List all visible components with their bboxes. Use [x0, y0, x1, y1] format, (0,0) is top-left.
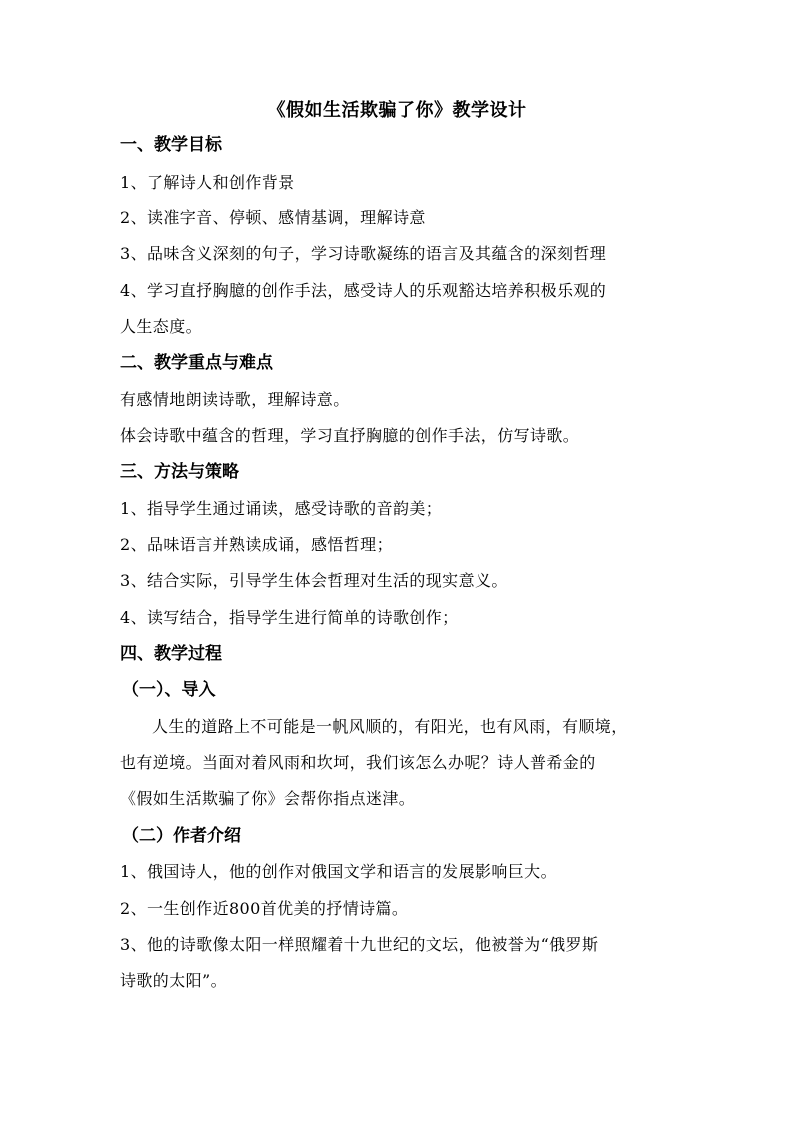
section-heading-teaching-goals: 一、教学目标 — [120, 135, 222, 155]
goal-item-4-continued: 人生态度。 — [120, 317, 203, 336]
goal-item-3: 3、品味含义深刻的句子，学习诗歌凝练的语言及其蕴含的深刻哲理 — [120, 244, 607, 263]
method-item-4: 4、读写结合，指导学生进行简单的诗歌创作； — [120, 608, 459, 627]
introduction-line-1: 人生的道路上不可能是一帆风顺的，有阳光，也有风雨，有顺境， — [152, 717, 628, 736]
method-item-3: 3、结合实际，引导学生体会哲理对生活的现实意义。 — [120, 571, 508, 590]
author-item-3: 3、他的诗歌像太阳一样照耀着十九世纪的文坛，他被誉为“俄罗斯 — [120, 935, 599, 954]
method-item-2: 2、品味语言并熟读成诵，感悟哲理； — [120, 535, 393, 554]
subsection-heading-author: （二）作者介绍 — [122, 826, 241, 846]
goal-item-1: 1、了解诗人和创作背景 — [120, 173, 295, 192]
document-title: 《假如生活欺骗了你》教学设计 — [267, 100, 527, 121]
author-item-1: 1、俄国诗人，他的创作对俄国文学和语言的发展影响巨大。 — [120, 862, 557, 881]
goal-item-2: 2、读准字音、停顿、感情基调，理解诗意 — [120, 208, 426, 227]
subsection-heading-introduction: （一）、导入 — [122, 680, 216, 700]
method-item-1: 1、指导学生通过诵读，感受诗歌的音韵美； — [120, 499, 443, 518]
author-item-2: 2、一生创作近800首优美的抒情诗篇。 — [120, 899, 409, 918]
goal-item-4: 4、学习直抒胸臆的创作手法，感受诗人的乐观豁达培养积极乐观的 — [120, 281, 607, 300]
introduction-line-2: 也有逆境。当面对着风雨和坎坷，我们该怎么办呢？诗人普希金的 — [120, 753, 596, 772]
section-heading-methods: 三、方法与策略 — [120, 462, 239, 482]
key-point-1: 有感情地朗读诗歌，理解诗意。 — [120, 390, 350, 409]
key-point-2: 体会诗歌中蕴含的哲理，学习直抒胸臆的创作手法，仿写诗歌。 — [120, 426, 580, 445]
author-item-3-continued: 诗歌的太阳”。 — [120, 971, 227, 990]
section-heading-key-points: 二、教学重点与难点 — [120, 353, 273, 373]
introduction-line-3: 《假如生活欺骗了你》会帮你指点迷津。 — [120, 789, 416, 808]
section-heading-teaching-process: 四、教学过程 — [120, 644, 222, 664]
